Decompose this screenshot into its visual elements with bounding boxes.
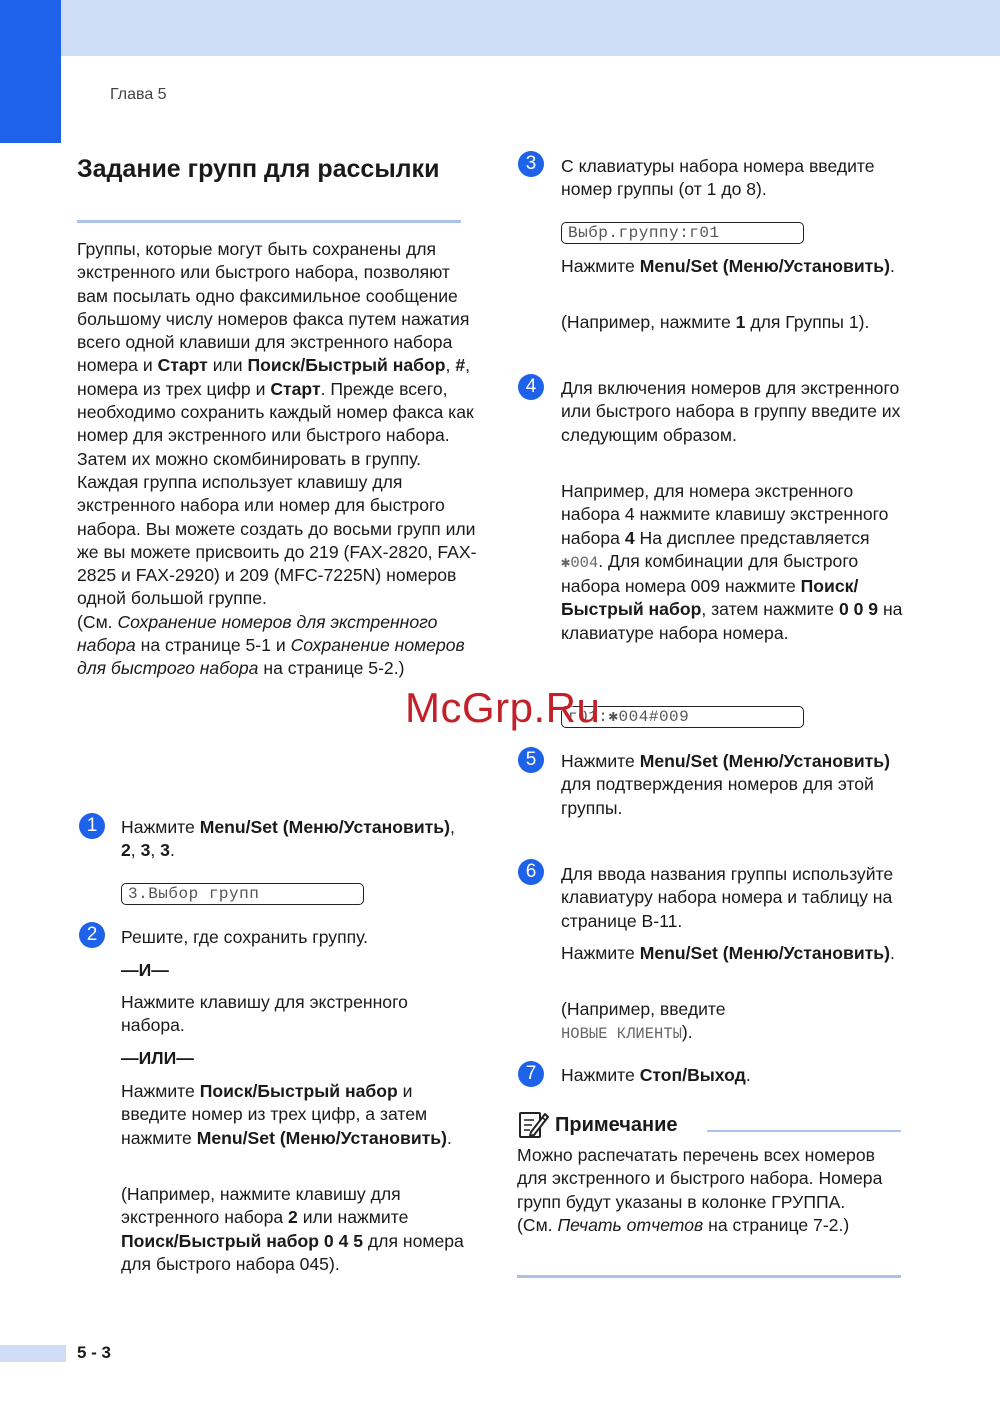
note-title: Примечание bbox=[555, 1114, 678, 1136]
step-6-instruction: Нажмите Menu/Set (Меню/Установить). bbox=[561, 943, 895, 963]
step-6-example: (Например, введите НОВЫЕ КЛИЕНТЫ). bbox=[561, 999, 726, 1044]
step-number-badge: 4 bbox=[518, 374, 544, 400]
step-4-example: Например, для номера экстренного набора 4 нажмите клавишу экстренного набора 4 На дисплее представляется ✱004. Для комбинации для быстрого набора номера 009 нажмите Поиск/Быстрый набор, затем нажмите 0 0 9 на клавиатуре набора номера. bbox=[561, 481, 903, 643]
step-number-badge: 7 bbox=[518, 1061, 544, 1087]
step-3-text: С клавиатуры набора номера введите номер группы (от 1 до 8). bbox=[561, 156, 875, 200]
lcd-display: 3.Выбор групп bbox=[121, 883, 364, 905]
step-2-text: Решите, где сохранить группу. bbox=[121, 927, 369, 947]
step-7-text: Нажмите Стоп/Выход. bbox=[561, 1065, 751, 1085]
watermark: McGrp.Ru bbox=[405, 684, 601, 731]
chapter-label: Глава 5 bbox=[110, 86, 167, 103]
step-2-option-a: Нажмите клавишу для экстренного набора. bbox=[121, 992, 408, 1036]
footer-band bbox=[0, 1345, 66, 1362]
note-text: Можно распечатать перечень всех номеров для экстренного и быстрого набора. Номера групп будут указаны в колонке ГРУППА. (См. Печать отчетов на странице 7-2.) bbox=[517, 1145, 883, 1235]
intro-paragraph: Группы, которые могут быть сохранены для экстренного или быстрого набора, позволяют вам посылать одно факсимильное сообщение большому числу номеров факса путем нажатия всего одной клавиши для экстренного набора номера и Старт или Поиск/Быстрый набор, #, номера из трех цифр и Старт. Прежде всего, необходимо сохранить каждый номер факса как номер для экстренного или быстрого набора. Затем их можно скомбинировать в группу. Каждая группа использует клавишу для экстренного набора или номер для быстрого набора. Вы можете создать до восьми групп или же вы можете присвоить до 219 (FAX-2820, FAX-2825 и FAX-2920) и 209 (MFC-7225N) номеров одной большой группе. (См. Сохранение номеров для экстренного набора на странице 5-1 и Сохранение номеров для быстрого набора на странице 5-2.) bbox=[77, 239, 477, 679]
lcd-display: Выбр.группу:г01 bbox=[561, 222, 804, 244]
and-separator: —И— bbox=[121, 960, 169, 980]
note-divider bbox=[707, 1130, 901, 1132]
step-1-text: Нажмите Menu/Set (Меню/Установить), 2, 3, 3. bbox=[121, 817, 455, 861]
header-band bbox=[0, 0, 1000, 56]
step-6-text: Для ввода названия группы используйте клавиатуру набора номера и таблицу на странице B-11. bbox=[561, 864, 894, 931]
lcd-display: г01:✱004#009 bbox=[561, 706, 804, 728]
step-number-badge: 1 bbox=[79, 813, 105, 839]
step-4-text: Для включения номеров для экстренного или быстрого набора в группу введите их следующим образом. bbox=[561, 378, 901, 445]
step-number-badge: 2 bbox=[79, 922, 105, 948]
step-3-example: (Например, нажмите 1 для Группы 1). bbox=[561, 312, 870, 332]
page-number: 5 - 3 bbox=[77, 1343, 112, 1362]
page-title: Задание групп для рассылки bbox=[77, 155, 440, 183]
or-separator: —ИЛИ— bbox=[121, 1048, 194, 1068]
note-pencil-icon bbox=[517, 1108, 549, 1140]
step-3-instruction: Нажмите Menu/Set (Меню/Установить). bbox=[561, 256, 895, 276]
note-bottom-divider bbox=[517, 1275, 901, 1278]
step-5-text: Нажмите Menu/Set (Меню/Установить) для подтверждения номеров для этой группы. bbox=[561, 751, 890, 818]
step-number-badge: 6 bbox=[518, 859, 544, 885]
chapter-tab bbox=[0, 0, 61, 143]
title-divider bbox=[77, 220, 461, 223]
step-2-example: (Например, нажмите клавишу для экстренного набора 2 или нажмите Поиск/Быстрый набор 0 4 5 для номера для быстрого набора 045). bbox=[121, 1184, 464, 1274]
step-2-option-b: Нажмите Поиск/Быстрый набор и введите номер из трех цифр, а затем нажмите Menu/Set (Меню/Установить). bbox=[121, 1081, 452, 1148]
step-number-badge: 5 bbox=[518, 747, 544, 773]
note-header bbox=[517, 1108, 901, 1144]
step-number-badge: 3 bbox=[518, 151, 544, 177]
